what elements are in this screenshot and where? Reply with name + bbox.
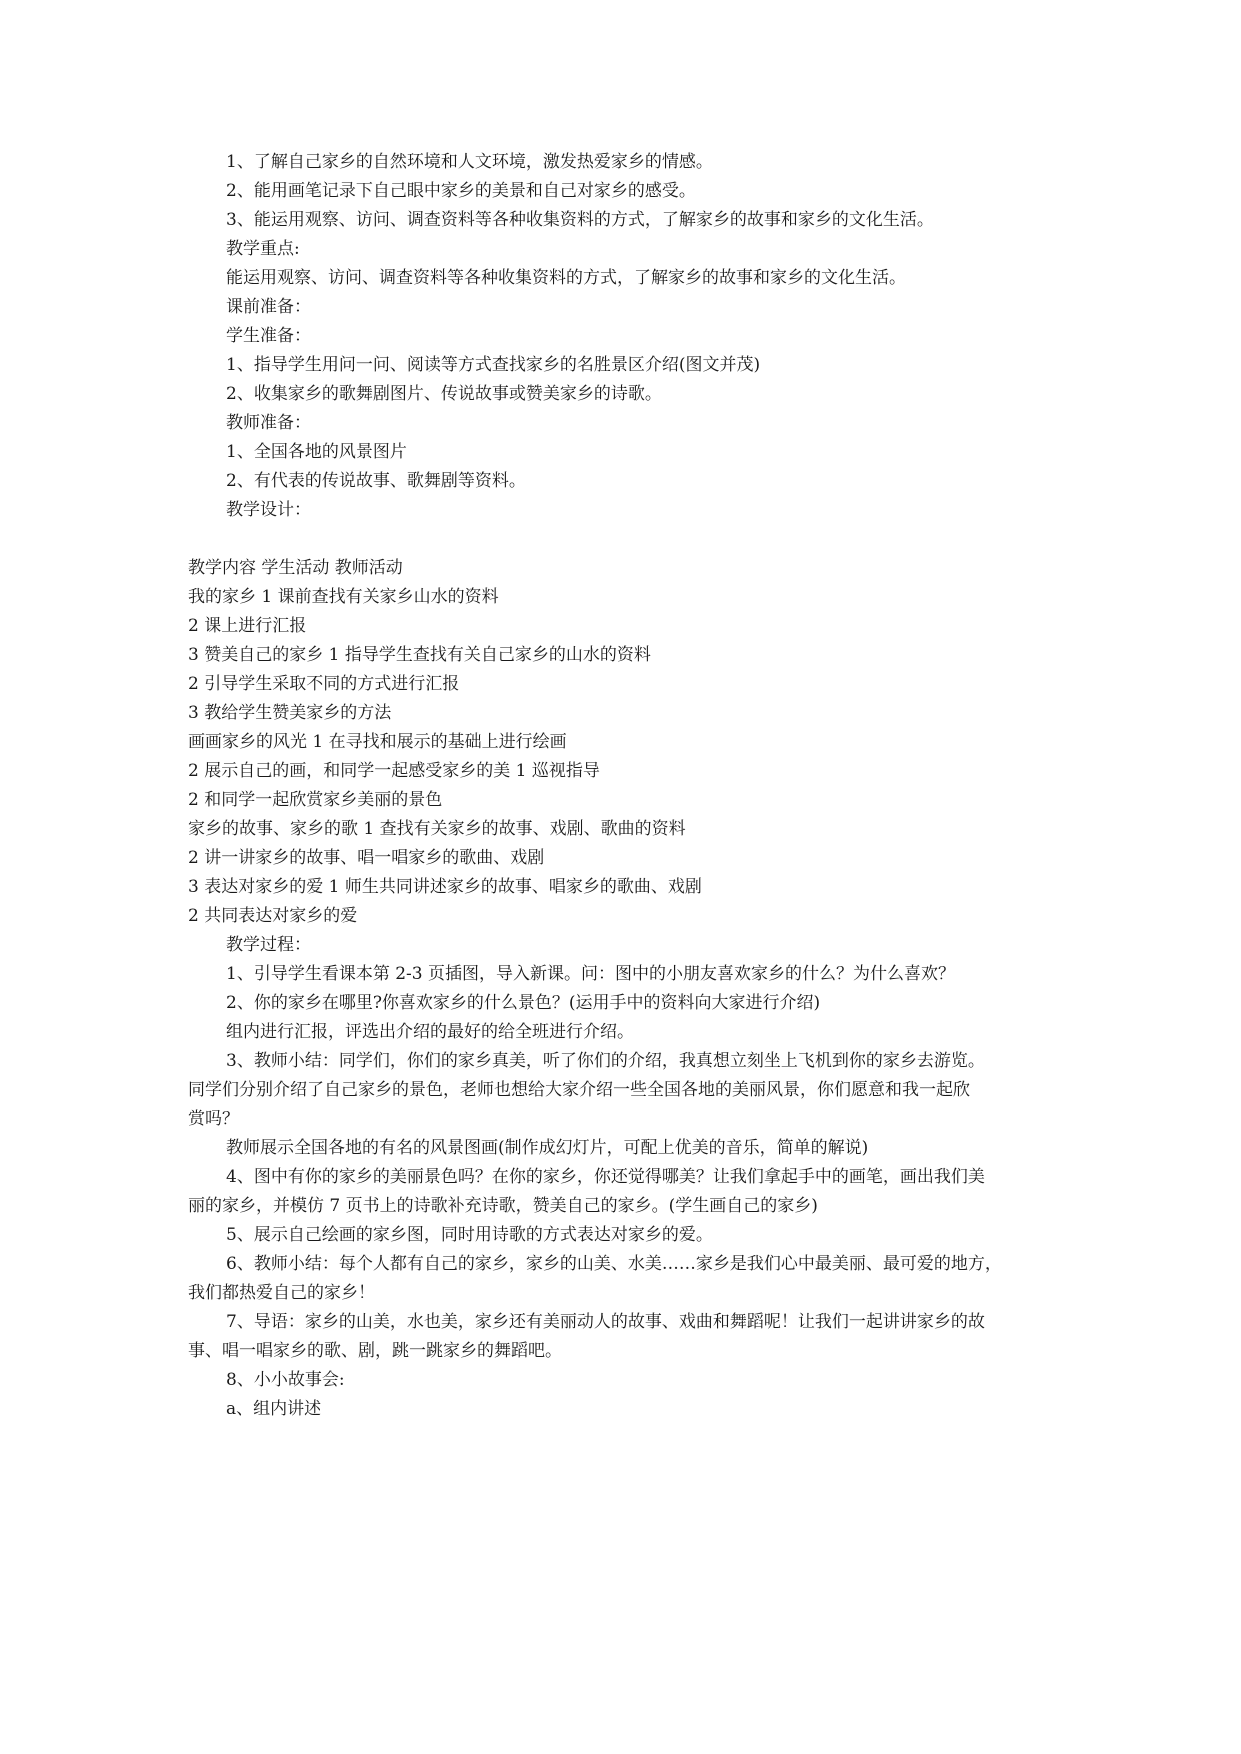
process-line: 7、导语：家乡的山美，水也美，家乡还有美丽动人的故事、戏曲和舞蹈呢！让我们一起讲讲家乡的故 <box>226 1312 985 1332</box>
design-table-line: 2 和同学一起欣赏家乡美丽的景色 <box>188 790 443 810</box>
design-table-line: 3 表达对家乡的爱 1 师生共同讲述家乡的故事、唱家乡的歌曲、戏剧 <box>188 877 702 897</box>
process-line: 4、图中有你的家乡的美丽景色吗？在你的家乡，你还觉得哪美？让我们拿起手中的画笔，画出我们美 <box>226 1167 985 1187</box>
process-line: 2、你的家乡在哪里?你喜欢家乡的什么景色？(运用手中的资料向大家进行介绍) <box>226 993 821 1013</box>
design-table-line: 2 共同表达对家乡的爱 <box>188 906 358 926</box>
objective-3: 3、能运用观察、访问、调查资料等各种收集资料的方式，了解家乡的故事和家乡的文化生活。 <box>226 210 934 230</box>
design-table-line: 画画家乡的风光 1 在寻找和展示的基础上进行绘画 <box>188 732 567 752</box>
teacher-preparation-heading: 教师准备： <box>226 413 311 433</box>
design-table-line: 家乡的故事、家乡的歌 1 查找有关家乡的故事、戏剧、歌曲的资料 <box>188 819 686 839</box>
teacher-preparation-item: 1、全国各地的风景图片 <box>226 442 407 462</box>
student-preparation-item: 2、收集家乡的歌舞剧图片、传说故事或赞美家乡的诗歌。 <box>226 384 662 404</box>
process-line: 6、教师小结：每个人都有自己的家乡，家乡的山美、水美……家乡是我们心中最美丽、最可爱的地方， <box>226 1254 1002 1274</box>
key-points-text: 能运用观察、访问、调查资料等各种收集资料的方式，了解家乡的故事和家乡的文化生活。 <box>226 268 906 288</box>
process-line: 8、小小故事会: <box>226 1370 345 1390</box>
objective-1: 1、了解自己家乡的自然环境和人文环境，激发热爱家乡的情感。 <box>226 152 713 172</box>
design-table-line: 我的家乡 1 课前查找有关家乡山水的资料 <box>188 587 499 607</box>
process-line: 教师展示全国各地的有名的风景图画(制作成幻灯片，可配上优美的音乐，简单的解说) <box>226 1138 869 1158</box>
process-line: 组内进行汇报，评选出介绍的最好的给全班进行介绍。 <box>226 1022 634 1042</box>
process-line: 丽的家乡，并模仿 7 页书上的诗歌补充诗歌，赞美自己的家乡。(学生画自己的家乡) <box>188 1196 818 1216</box>
process-line: a、组内讲述 <box>226 1399 322 1419</box>
objective-2: 2、能用画笔记录下自己眼中家乡的美景和自己对家乡的感受。 <box>226 181 696 201</box>
design-table-line: 3 教给学生赞美家乡的方法 <box>188 703 392 723</box>
student-preparation-item: 1、指导学生用问一问、阅读等方式查找家乡的名胜景区介绍(图文并茂) <box>226 355 761 375</box>
process-heading: 教学过程： <box>226 935 311 955</box>
teacher-preparation-item: 2、有代表的传说故事、歌舞剧等资料。 <box>226 471 526 491</box>
process-line: 5、展示自己绘画的家乡图，同时用诗歌的方式表达对家乡的爱。 <box>226 1225 713 1245</box>
design-table-line: 2 引导学生采取不同的方式进行汇报 <box>188 674 460 694</box>
process-line: 同学们分别介绍了自己家乡的景色，老师也想给大家介绍一些全国各地的美丽风景，你们愿意和我一起欣 <box>188 1080 970 1100</box>
design-table-line: 2 课上进行汇报 <box>188 616 307 636</box>
key-points-heading: 教学重点: <box>226 239 300 259</box>
design-table-line: 2 展示自己的画，和同学一起感受家乡的美 1 巡视指导 <box>188 761 600 781</box>
preparation-heading: 课前准备： <box>226 297 311 317</box>
design-table-line: 2 讲一讲家乡的故事、唱一唱家乡的歌曲、戏剧 <box>188 848 545 868</box>
process-line: 赏吗？ <box>188 1109 239 1129</box>
process-line: 1、引导学生看课本第 2-3 页插图，导入新课。问：图中的小朋友喜欢家乡的什么？为什么喜欢？ <box>226 964 955 984</box>
design-table-line: 3 赞美自己的家乡 1 指导学生查找有关自己家乡的山水的资料 <box>188 645 651 665</box>
process-line: 我们都热爱自己的家乡！ <box>188 1283 375 1303</box>
process-line: 事、唱一唱家乡的歌、剧，跳一跳家乡的舞蹈吧。 <box>188 1341 562 1361</box>
process-line: 3、教师小结：同学们，你们的家乡真美，听了你们的介绍，我真想立刻坐上飞机到你的家乡去游览。 <box>226 1051 985 1071</box>
design-heading: 教学设计： <box>226 500 311 520</box>
design-table-line: 教学内容 学生活动 教师活动 <box>188 558 403 578</box>
student-preparation-heading: 学生准备： <box>226 326 311 346</box>
